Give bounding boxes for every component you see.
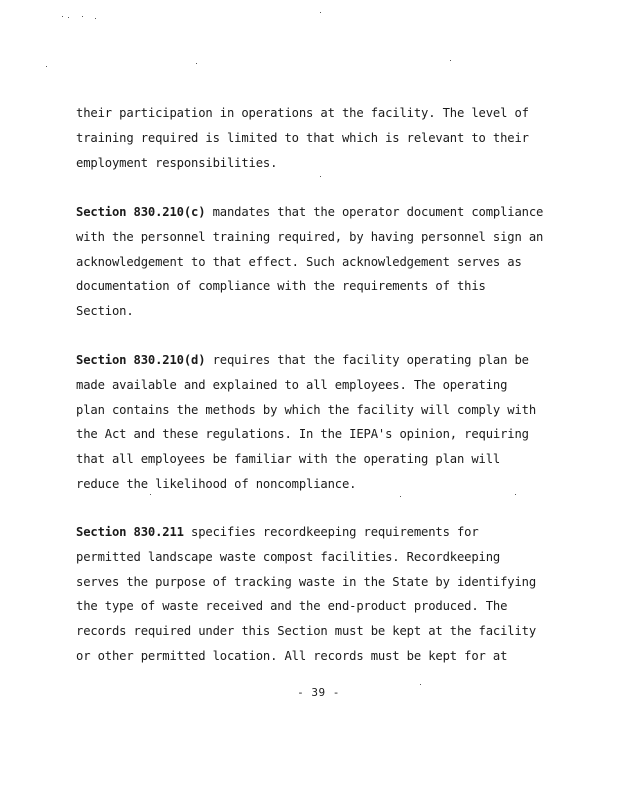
paragraph-line: documentation of compliance with the requirements of this [76, 279, 486, 294]
scan-speck [196, 63, 197, 64]
paragraph-line: permitted landscape waste compost facilities. Recordkeeping [76, 549, 501, 564]
section-reference: Section 830.211 [76, 525, 184, 539]
paragraph-line: Section. [76, 304, 134, 319]
scan-speck [95, 18, 96, 19]
scan-speck [420, 684, 421, 685]
scan-speck [82, 16, 83, 17]
scan-speck [400, 496, 401, 497]
paragraph-line: records required under this Section must be kept at the facility [76, 624, 536, 639]
paragraph-line: plan contains the methods by which the facility will comply with [76, 402, 536, 417]
scan-speck [320, 176, 321, 177]
paragraph-line: acknowledgement to that effect. Such acknowledgement serves as [76, 254, 522, 269]
section-reference: Section 830.210(c) [76, 205, 206, 219]
paragraph-line: with the personnel training required, by having personnel sign an [76, 229, 544, 244]
paragraph-line-text: specifies recordkeeping requirements for [183, 525, 479, 539]
scan-speck [320, 12, 321, 13]
paragraph-line: the type of waste received and the end-product produced. The [76, 599, 508, 614]
paragraph-section-830-210-d [76, 348, 576, 497]
paragraph-training-continued [76, 101, 576, 175]
paragraph-line: that all employees be familiar with the operating plan will [76, 452, 501, 467]
scan-speck [62, 16, 63, 17]
scan-speck [450, 60, 451, 61]
scan-speck [515, 494, 516, 495]
paragraph-line: made available and explained to all employees. The operating [76, 377, 508, 392]
scan-speck [46, 66, 47, 67]
paragraph-line-text: mandates that the operator document compliance [205, 205, 544, 219]
paragraph-section-830-210-c [76, 200, 576, 324]
scan-speck [150, 494, 151, 495]
paragraph-line [76, 348, 576, 373]
paragraph-line: employment responsibilities. [76, 155, 278, 170]
paragraph-line: their participation in operations at the facility. The level of [76, 106, 529, 120]
paragraph-line: the Act and these regulations. In the IEPA's opinion, requiring [76, 427, 529, 442]
paragraph-line: serves the purpose of tracking waste in the State by identifying [76, 574, 536, 589]
paragraph-line-text: requires that the facility operating plan be [205, 353, 529, 367]
paragraph-section-830-211 [76, 520, 576, 669]
page-number: - 39 - [297, 686, 340, 699]
scan-speck [68, 17, 69, 18]
section-reference: Section 830.210(d) [76, 353, 206, 367]
paragraph-line: or other permitted location. All records must be kept for at [76, 648, 508, 663]
paragraph-line [76, 520, 576, 545]
paragraph-line: training required is limited to that which is relevant to their [76, 130, 529, 145]
paragraph-line: reduce the likelihood of noncompliance. [76, 476, 357, 491]
paragraph-line [76, 200, 576, 225]
